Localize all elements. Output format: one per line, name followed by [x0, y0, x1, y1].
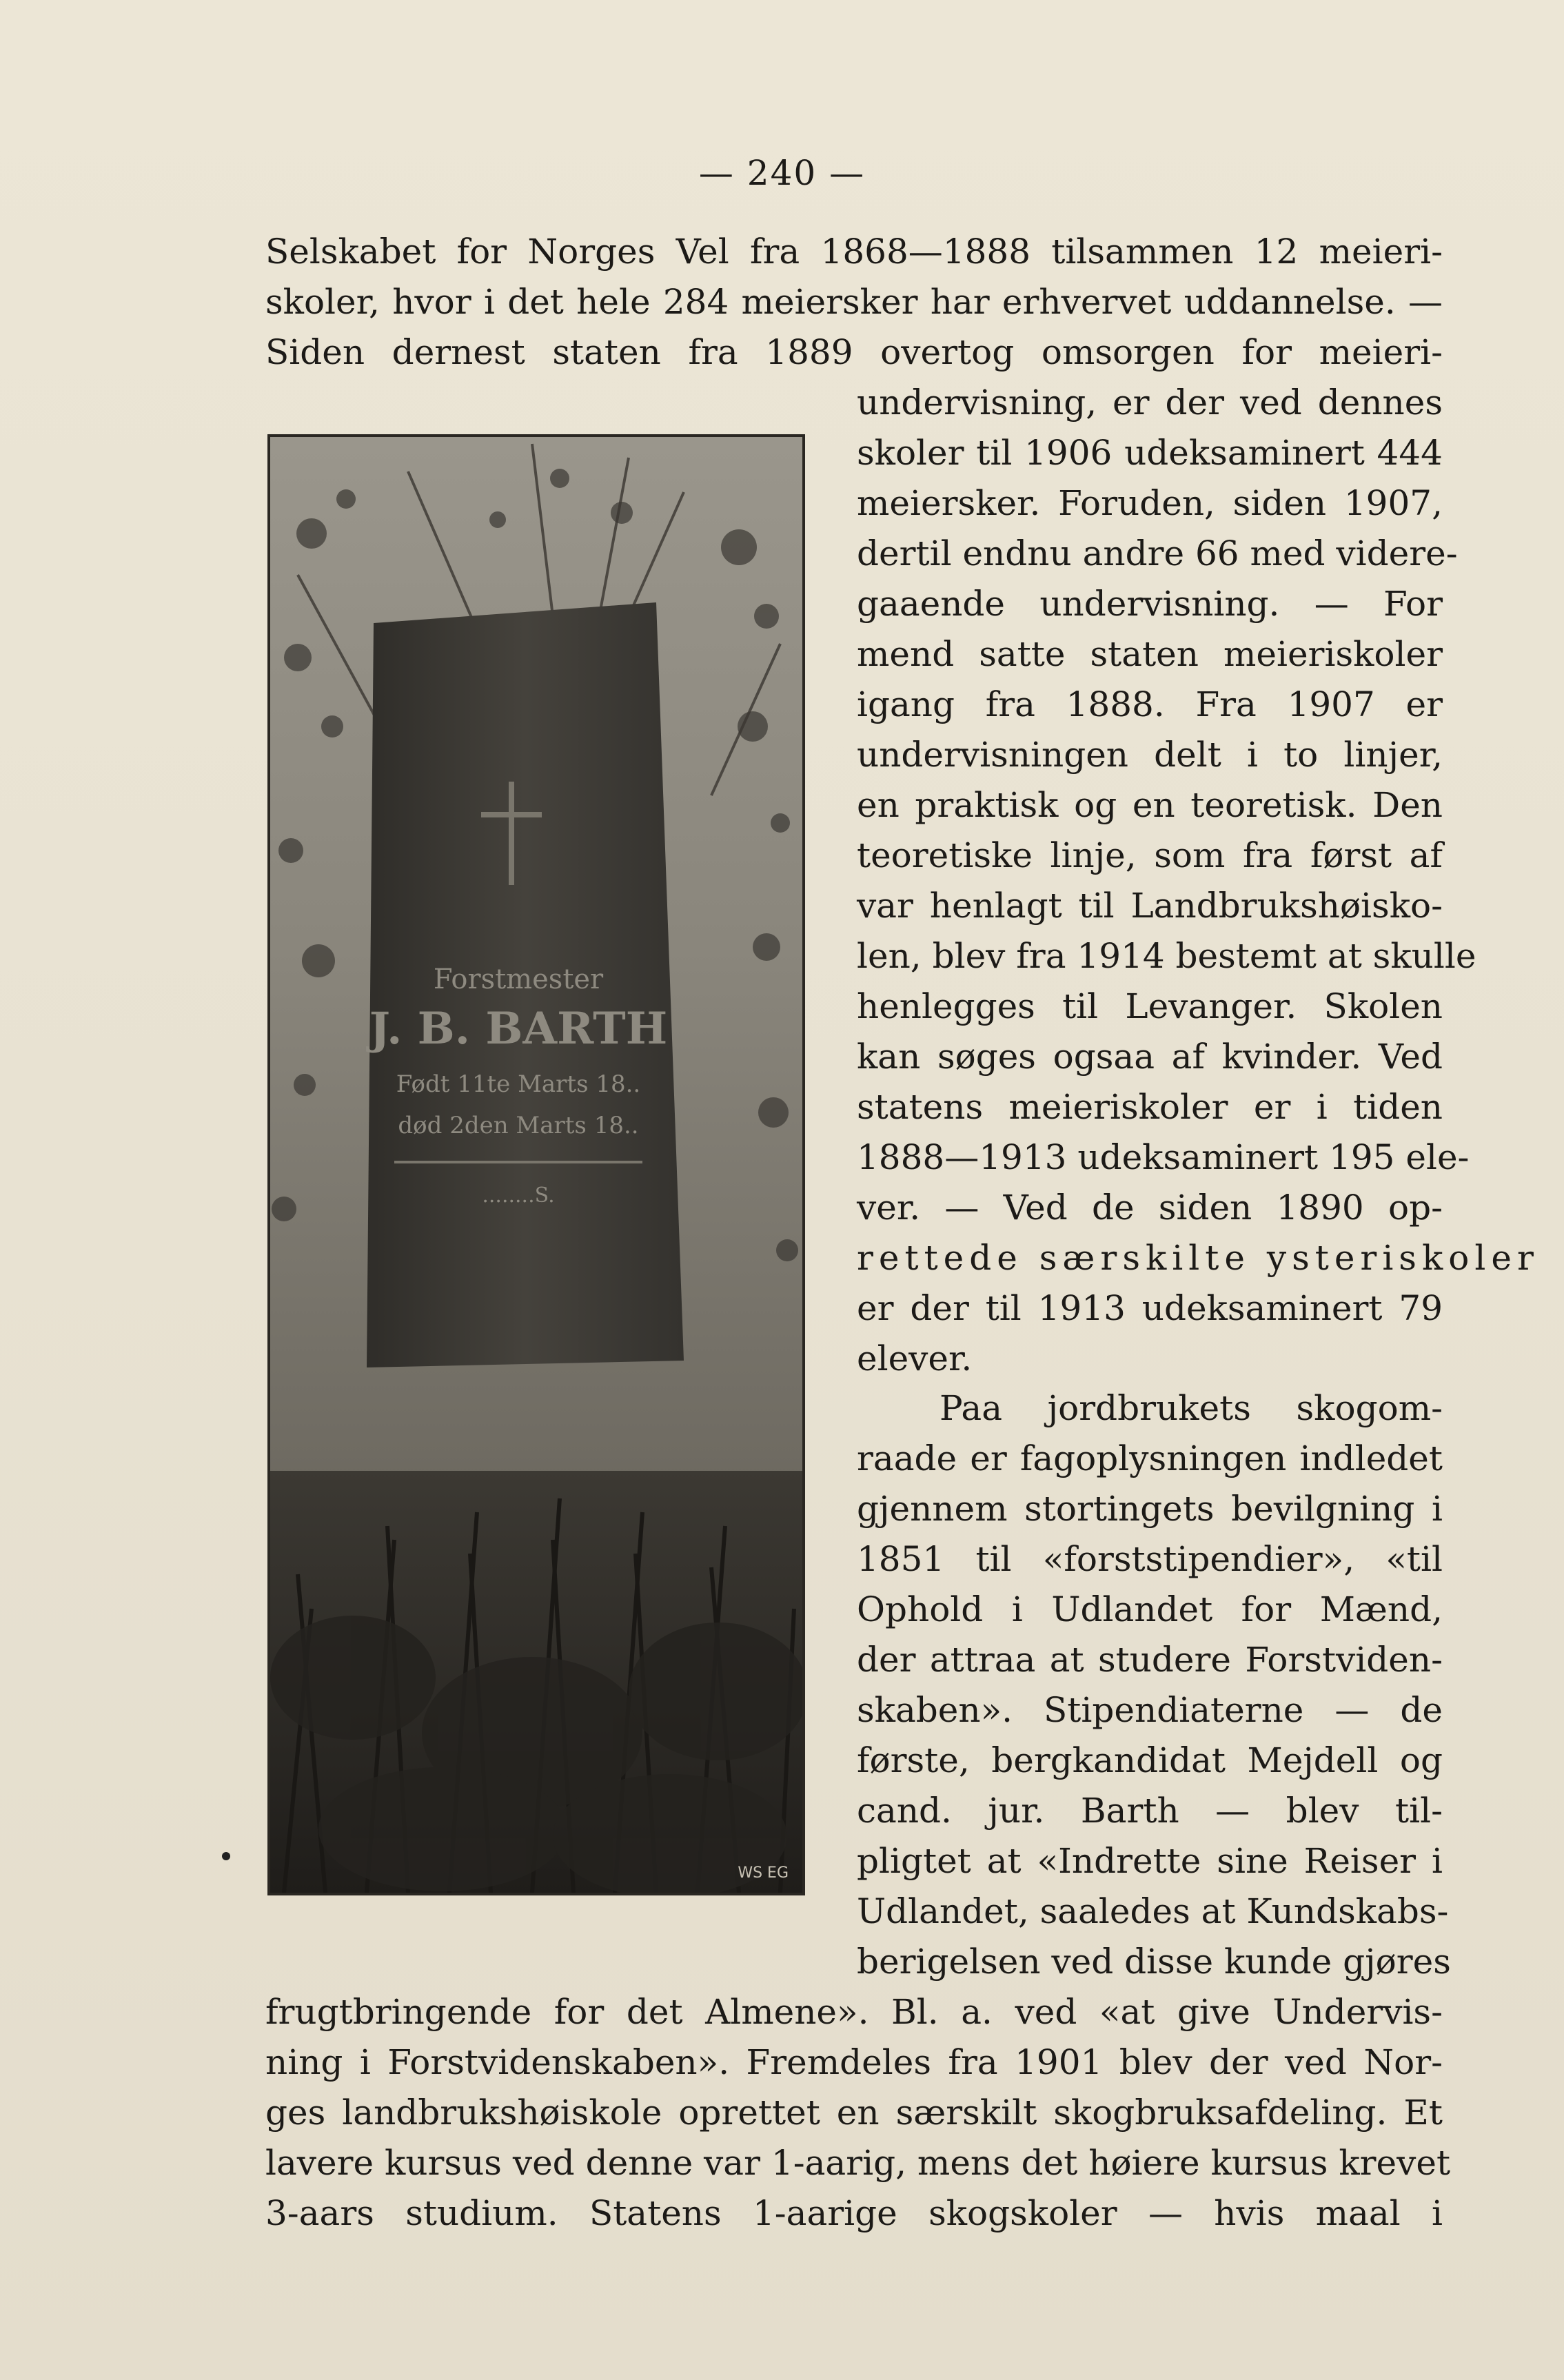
text-line: henlegges til Levanger. Skolen: [857, 986, 1443, 1026]
text-line: skoler til 1906 udeksaminert 444: [857, 433, 1443, 473]
margin-dot: [222, 1852, 230, 1860]
stone-inscription: Født 11te Marts 18..: [396, 1070, 641, 1098]
text-line: skoler, hvor i det hele 284 meiersker har erhvervet uddannelse. —: [265, 282, 1443, 322]
text-line: 3-aars studium. Statens 1-aarige skogskoler — hvis maal i: [265, 2193, 1443, 2233]
text-line: undervisningen delt i to linjer,: [857, 735, 1443, 775]
text-line: dertil endnu andre 66 med videre-: [857, 533, 1458, 573]
text-line: statens meieriskoler er i tiden: [857, 1087, 1443, 1127]
text-line: Siden dernest staten fra 1889 overtog omsorgen for meieri-: [265, 332, 1443, 372]
gravestone-photo: [267, 434, 805, 1895]
text-line: 1888—1913 udeksaminert 195 ele-: [857, 1137, 1470, 1177]
text-line: skaben». Stipendiaterne — de: [857, 1690, 1443, 1730]
text-line: pligtet at «Indrette sine Reiser i: [857, 1841, 1443, 1881]
text-line: igang fra 1888. Fra 1907 er: [857, 684, 1443, 724]
text-line: berigelsen ved disse kunde gjøres: [857, 1942, 1451, 1982]
text-line: raade er fagoplysningen indledet: [857, 1438, 1443, 1478]
page-number: — 240 —: [698, 153, 866, 193]
text-line: Ophold i Udlandet for Mænd,: [857, 1589, 1443, 1629]
gravestone-photo-art: [270, 437, 802, 1893]
text-line: Selskabet for Norges Vel fra 1868—1888 tilsammen 12 meieri-: [265, 232, 1443, 272]
text-line: første, bergkandidat Mejdell og: [857, 1740, 1443, 1780]
text-line: len, blev fra 1914 bestemt at skulle: [857, 936, 1476, 976]
stone-inscription: ........S.: [482, 1183, 555, 1208]
text-line: Udlandet, saaledes at Kundskabs-: [857, 1891, 1449, 1931]
text-line: Paa jordbrukets skogom-: [940, 1388, 1443, 1428]
stone-inscription: J. B. BARTH: [369, 1003, 668, 1055]
text-line: er der til 1913 udeksaminert 79: [857, 1288, 1443, 1328]
stone-inscription: Forstmester: [433, 964, 604, 995]
text-line: frugtbringende for det Almene». Bl. a. ved «at give Undervis-: [265, 1992, 1443, 2032]
text-line: var henlagt til Landbrukshøisko-: [857, 886, 1443, 926]
text-line: 1851 til «forststipendier», «til: [857, 1539, 1443, 1579]
stone-inscription: død 2den Marts 18..: [398, 1112, 639, 1139]
text-line: rettede særskilte ysteriskoler: [857, 1238, 1539, 1278]
text-line: ges landbrukshøiskole oprettet en særskilt skogbruksafdeling. Et: [265, 2093, 1443, 2133]
text-line: en praktisk og en teoretisk. Den: [857, 785, 1443, 825]
text-line: gaaende undervisning. — For: [857, 584, 1443, 624]
text-line: mend satte staten meieriskoler: [857, 634, 1443, 674]
text-line: teoretiske linje, som fra først af: [857, 835, 1443, 875]
text-line: gjennem stortingets bevilgning i: [857, 1489, 1443, 1529]
text-line: ver. — Ved de siden 1890 op-: [857, 1188, 1443, 1228]
text-line: der attraa at studere Forstviden-: [857, 1640, 1443, 1680]
text-line: cand. jur. Barth — blev til-: [857, 1791, 1443, 1831]
text-line: undervisning, er der ved dennes: [857, 383, 1443, 423]
text-line: kan søges ogsaa af kvinder. Ved: [857, 1037, 1443, 1077]
plate-mark: WS EG: [738, 1864, 789, 1882]
text-line: meiersker. Foruden, siden 1907,: [857, 483, 1443, 523]
text-line: ning i Forstvidenskaben». Fremdeles fra 1901 blev der ved Nor-: [265, 2042, 1443, 2082]
text-line: lavere kursus ved denne var 1-aarig, mens det høiere kursus krevet: [265, 2143, 1451, 2183]
text-line: elever.: [857, 1339, 973, 1379]
